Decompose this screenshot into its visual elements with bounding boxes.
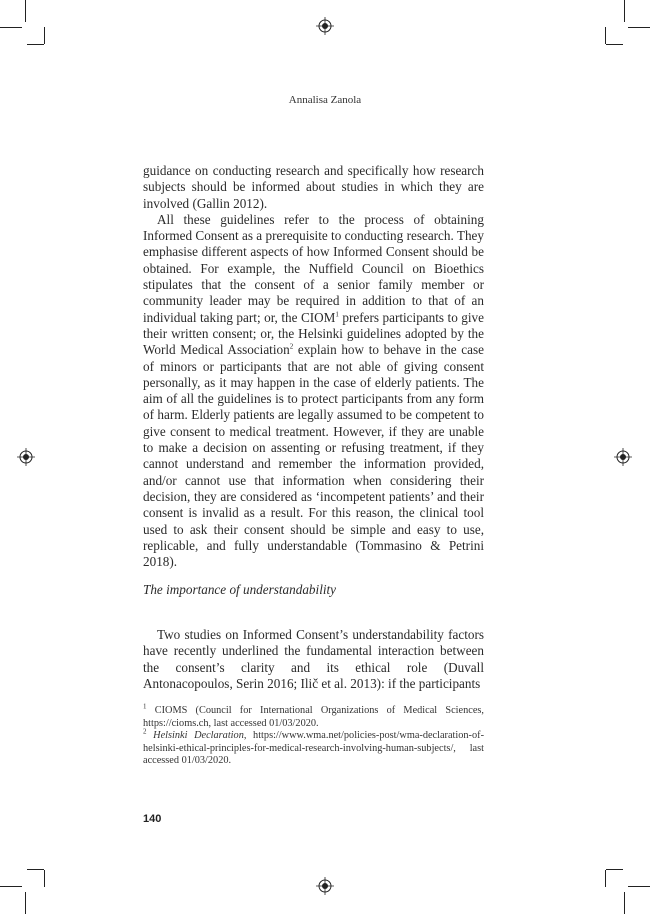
crop-mark-icon: [44, 27, 45, 44]
paragraph: guidance on conducting research and specifically how research subjects should be informed about studies in which they are involved (Gallin 2012).: [143, 163, 484, 211]
page-number: 140: [143, 813, 162, 825]
running-header: Annalisa Zanola: [288, 94, 362, 106]
footnote-text: CIOMS (Council for International Organizations of Medical Sciences, https://cioms.ch, last accessed 01/03/2020.: [143, 705, 484, 729]
footnote-title: Helsinki Declaration: [153, 730, 244, 742]
crop-mark-icon: [605, 870, 606, 887]
footnotes: [143, 702, 484, 768]
section-text: [143, 627, 484, 692]
registration-mark-icon: [316, 877, 334, 895]
footnote-ref[interactable]: 2: [289, 342, 294, 351]
crop-mark-icon: [0, 886, 22, 887]
crop-mark-icon: [0, 27, 22, 28]
body-text: [143, 163, 484, 570]
footnote-number: 1: [143, 702, 147, 711]
footnote: [143, 702, 484, 730]
crop-mark-icon: [624, 0, 625, 22]
paragraph-text: All these guidelines refer to the process of obtaining Informed Consent as a prerequisite to conducting research. They emphasise different aspects of how Informed Consent should be obtained. For example, the Nuffield Council on Bioethics stipulates that the consent of a senior family member or community leader may be required in addition to that of an individual taking part; or, the CIOM: [143, 211, 484, 325]
footnote-number: 2: [143, 727, 147, 736]
crop-mark-icon: [628, 886, 650, 887]
footnote-text: , https://www.wma.net/policies-post/wma-declaration-of-helsinki-ethical-principles-for-medical-research-involving-human-subjects/, last accessed 01/03/2020.: [143, 730, 484, 767]
crop-mark-icon: [44, 870, 45, 887]
footnote-ref[interactable]: 1: [335, 310, 339, 319]
crop-mark-icon: [25, 892, 26, 914]
crop-mark-icon: [628, 27, 650, 28]
registration-mark-icon: [17, 448, 35, 466]
crop-mark-icon: [25, 0, 26, 22]
crop-mark-icon: [27, 44, 44, 45]
paragraph-text: prefers participants to give their written consent; or, the Helsinki guidelines adopted by the World Medical Association: [143, 309, 484, 358]
registration-mark-icon: [614, 448, 632, 466]
crop-mark-icon: [606, 869, 623, 870]
registration-mark-icon: [316, 17, 334, 35]
crop-mark-icon: [27, 869, 44, 870]
paragraph: [143, 212, 484, 571]
crop-mark-icon: [624, 892, 625, 914]
paragraph: Two studies on Informed Consent’s understandability factors have recently underlined the fundamental interaction between the consent’s clarity and its ethical role (Duvall Antonacopoulos, Serin 2016; Ilič et al. 2013): if the participants: [143, 627, 484, 691]
crop-mark-icon: [606, 44, 623, 45]
paragraph-text: explain how to behave in the case of minors or participants that are not able of giving consent personally, as it may happen in the case of elderly patients. The aim of all the guidelines is to protect participants from any form of harm. Elderly patients are legally assumed to be competent to give consent to medical treatment. However, if they are unable to make a decision on assenting or refusing treatment, if they cannot understand and remember the information provided, and/or cannot use that information when considering their decision, they are considered as ‘incompetent patients’ and their consent is invalid as a result. For this reason, the clinical tool used to ask their consent should be simple and easy to use, replicable, and fully understandable (Tommasino & Petrini 2018).: [143, 342, 484, 570]
footnote: [143, 727, 484, 768]
crop-mark-icon: [605, 27, 606, 44]
section-heading: The importance of understandability: [143, 582, 337, 597]
